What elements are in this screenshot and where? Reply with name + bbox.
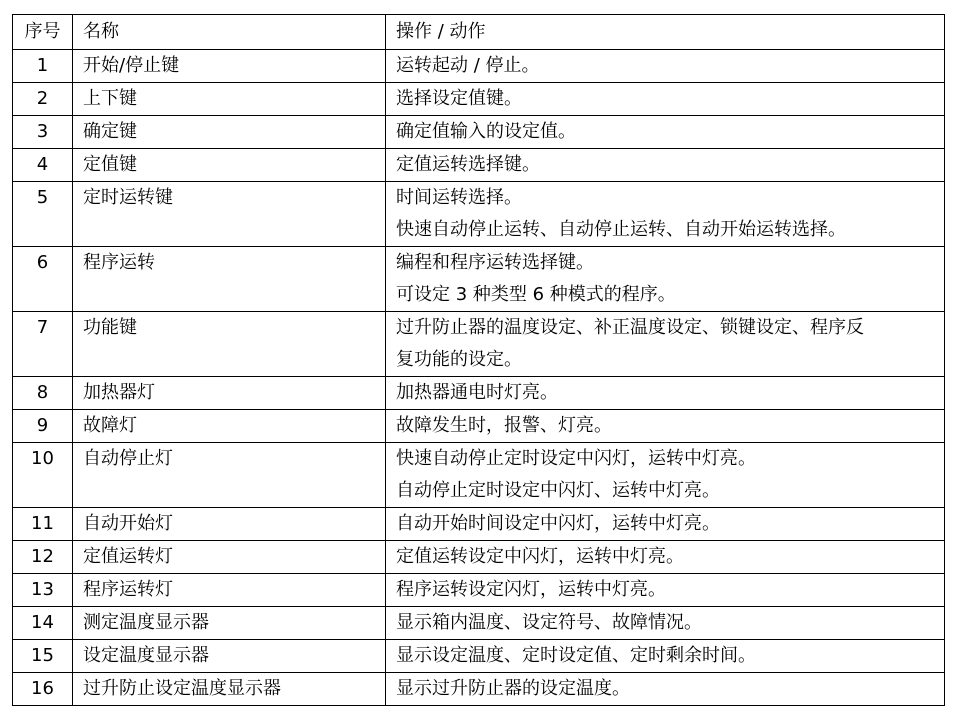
row-number: 11 [31, 513, 54, 534]
row-operation-line: 显示过升防止器的设定温度。 [396, 678, 630, 699]
row-operation-line: 快速自动停止定时设定中闪灯，运转中灯亮。 [396, 448, 756, 469]
row-number: 10 [31, 448, 54, 469]
row-operation-cell [386, 149, 945, 182]
header-name-label: 名称 [83, 21, 119, 42]
row-name-cell [73, 377, 386, 410]
row-operation-cell [386, 640, 945, 673]
row-operation-line: 定值运转选择键。 [396, 154, 540, 175]
row-number-cell [13, 673, 73, 706]
row-number-cell [13, 116, 73, 149]
row-operation-cell [386, 508, 945, 541]
row-name-cell [73, 640, 386, 673]
row-number-cell [13, 83, 73, 116]
row-operation-line: 显示箱内温度、设定符号、故障情况。 [396, 612, 702, 633]
row-operation-line: 加热器通电时灯亮。 [396, 382, 558, 403]
row-number-cell [13, 247, 73, 312]
table-row [13, 574, 945, 607]
table-row [13, 50, 945, 83]
row-operation-line: 显示设定温度、定时设定值、定时剩余时间。 [396, 645, 756, 666]
row-operation-cell [386, 541, 945, 574]
row-operation-line: 复功能的设定。 [396, 349, 522, 370]
row-name: 自动停止灯 [83, 448, 173, 469]
table-row [13, 83, 945, 116]
row-operation-cell [386, 377, 945, 410]
row-name-cell [73, 673, 386, 706]
row-number: 6 [36, 252, 49, 273]
table-row [13, 673, 945, 706]
row-operation-cell [386, 574, 945, 607]
row-number: 8 [36, 382, 49, 403]
header-operation-label: 操作 / 动作 [396, 21, 486, 42]
row-operation-line: 故障发生时，报警、灯亮。 [396, 415, 612, 436]
row-operation-line: 可设定 3 种类型 6 种模式的程序。 [396, 284, 676, 305]
header-operation [386, 15, 945, 50]
row-operation-cell [386, 182, 945, 247]
row-name-cell [73, 607, 386, 640]
row-name-cell [73, 541, 386, 574]
row-operation-line: 自动停止定时设定中闪灯、运转中灯亮。 [396, 480, 720, 501]
header-name [73, 15, 386, 50]
row-operation-line: 自动开始时间设定中闪灯，运转中灯亮。 [396, 513, 720, 534]
row-name: 定值键 [83, 154, 137, 175]
row-name: 功能键 [83, 317, 137, 338]
row-name: 自动开始灯 [83, 513, 173, 534]
table-header-row [13, 15, 945, 50]
row-operation-cell [386, 607, 945, 640]
row-name: 程序运转灯 [83, 579, 173, 600]
row-operation-line: 选择设定值键。 [396, 88, 522, 109]
row-number: 2 [36, 88, 49, 109]
header-no-label: 序号 [24, 21, 61, 42]
table-row [13, 182, 945, 247]
row-name: 加热器灯 [83, 382, 155, 403]
row-name: 设定温度显示器 [83, 645, 209, 666]
row-name-cell [73, 574, 386, 607]
row-name: 程序运转 [83, 252, 155, 273]
row-number-cell [13, 182, 73, 247]
row-number: 14 [31, 612, 54, 633]
row-operation-cell [386, 116, 945, 149]
table-row [13, 377, 945, 410]
header-no [13, 15, 73, 50]
table-body [13, 50, 945, 706]
row-operation-cell [386, 83, 945, 116]
table-row [13, 116, 945, 149]
row-operation-line: 时间运转选择。 [396, 187, 522, 208]
table-row [13, 247, 945, 312]
row-number: 5 [36, 187, 49, 208]
row-operation-line: 快速自动停止运转、自动停止运转、自动开始运转选择。 [396, 219, 846, 240]
row-number-cell [13, 149, 73, 182]
row-name: 过升防止设定温度显示器 [83, 678, 281, 699]
table-row [13, 312, 945, 377]
row-number: 3 [36, 121, 49, 142]
row-operation-line: 编程和程序运转选择键。 [396, 252, 594, 273]
row-operation-cell [386, 312, 945, 377]
table-row [13, 410, 945, 443]
row-number: 16 [31, 678, 54, 699]
row-operation-line: 运转起动 / 停止。 [396, 55, 540, 76]
row-number-cell [13, 377, 73, 410]
row-name-cell [73, 50, 386, 83]
row-operation-cell [386, 50, 945, 83]
row-number: 12 [31, 546, 54, 567]
row-name-cell [73, 182, 386, 247]
row-number-cell [13, 640, 73, 673]
row-number-cell [13, 508, 73, 541]
row-name-cell [73, 83, 386, 116]
row-number-cell [13, 312, 73, 377]
table-row [13, 607, 945, 640]
row-operation-cell [386, 673, 945, 706]
row-name: 开始/停止键 [83, 55, 180, 76]
row-name: 定时运转键 [83, 187, 173, 208]
row-operation-line: 程序运转设定闪灯，运转中灯亮。 [396, 579, 666, 600]
row-name-cell [73, 410, 386, 443]
row-number-cell [13, 574, 73, 607]
row-number: 4 [36, 154, 49, 175]
table-row [13, 508, 945, 541]
row-operation-line: 定值运转设定中闪灯，运转中灯亮。 [396, 546, 684, 567]
row-number: 15 [31, 645, 54, 666]
row-name: 故障灯 [83, 415, 137, 436]
table-row [13, 149, 945, 182]
row-number-cell [13, 443, 73, 508]
row-number: 13 [31, 579, 54, 600]
row-operation-cell [386, 410, 945, 443]
row-name-cell [73, 149, 386, 182]
row-number-cell [13, 410, 73, 443]
row-number: 9 [36, 415, 49, 436]
row-operation-line: 过升防止器的温度设定、补正温度设定、锁键设定、程序反 [396, 317, 864, 338]
row-name: 测定温度显示器 [83, 612, 209, 633]
row-name-cell [73, 247, 386, 312]
row-name: 确定键 [83, 121, 137, 142]
row-number-cell [13, 607, 73, 640]
table-row [13, 443, 945, 508]
row-name: 定值运转灯 [83, 546, 173, 567]
row-operation-line: 确定值输入的设定值。 [396, 121, 576, 142]
function-table [12, 14, 945, 706]
row-number: 1 [36, 55, 49, 76]
row-number-cell [13, 50, 73, 83]
row-name-cell [73, 116, 386, 149]
row-name-cell [73, 312, 386, 377]
table-row [13, 541, 945, 574]
row-number-cell [13, 541, 73, 574]
row-name: 上下键 [83, 88, 137, 109]
row-operation-cell [386, 443, 945, 508]
table-row [13, 640, 945, 673]
row-operation-cell [386, 247, 945, 312]
row-name-cell [73, 508, 386, 541]
row-name-cell [73, 443, 386, 508]
row-number: 7 [36, 317, 49, 338]
